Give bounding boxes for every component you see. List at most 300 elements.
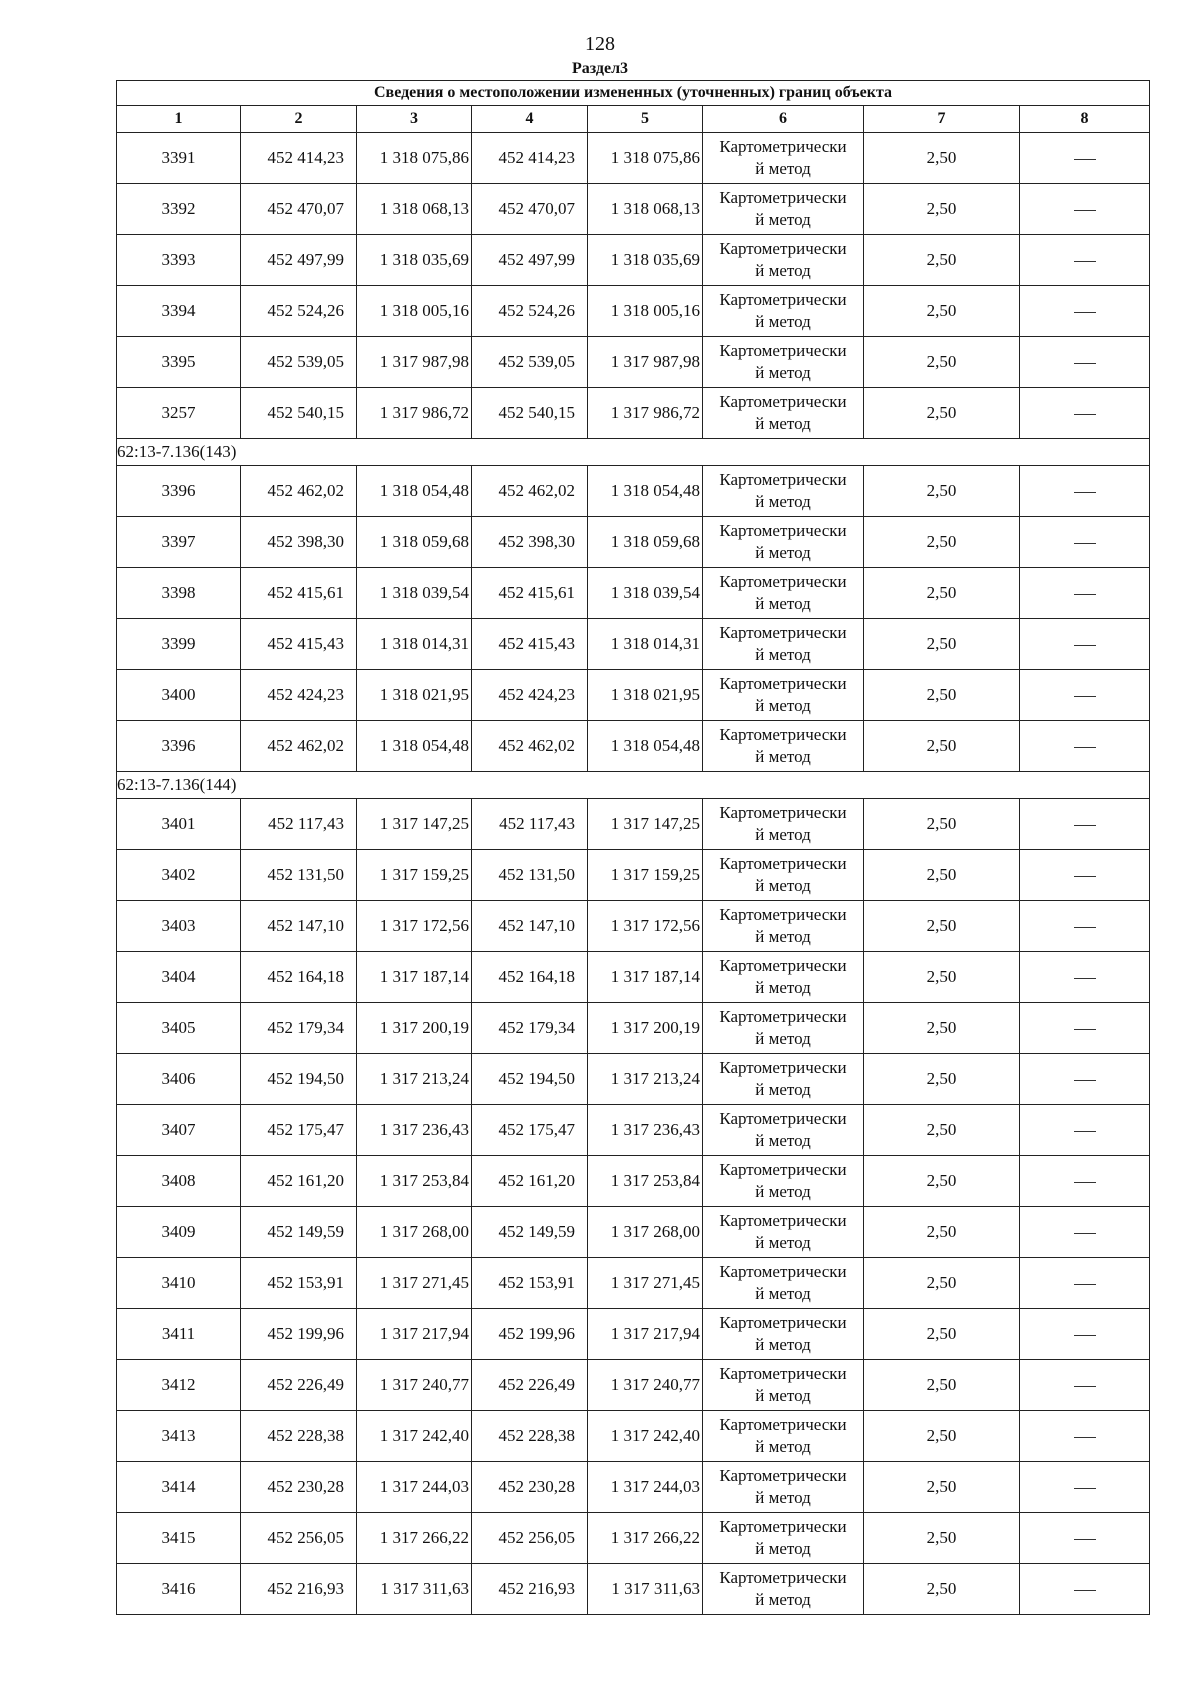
point-number-cell: 3411 bbox=[117, 1309, 241, 1360]
method-text-line: Картометрически bbox=[719, 623, 847, 642]
description-cell bbox=[1020, 133, 1150, 184]
accuracy-cell: 2,50 bbox=[864, 901, 1020, 952]
method-cell bbox=[703, 388, 864, 439]
y-coord-cell: 1 318 039,54 bbox=[588, 568, 703, 619]
point-number-cell: 3392 bbox=[117, 184, 241, 235]
y-coord-cell: 1 317 987,98 bbox=[588, 337, 703, 388]
method-text-line: й метод bbox=[755, 594, 811, 613]
table-row bbox=[117, 952, 1150, 1003]
method-cell bbox=[703, 286, 864, 337]
description-cell bbox=[1020, 850, 1150, 901]
table-row bbox=[117, 1207, 1150, 1258]
section-title: Раздел3 bbox=[571, 60, 629, 77]
y-coord-cell: 1 317 311,63 bbox=[357, 1564, 472, 1615]
y-coord-cell: 1 318 005,16 bbox=[588, 286, 703, 337]
point-number-cell: 3401 bbox=[117, 799, 241, 850]
accuracy-cell: 2,50 bbox=[864, 1207, 1020, 1258]
accuracy-cell: 2,50 bbox=[864, 235, 1020, 286]
dash-mark bbox=[1074, 696, 1096, 697]
dash-mark bbox=[1074, 645, 1096, 646]
accuracy-cell: 2,50 bbox=[864, 568, 1020, 619]
method-cell bbox=[703, 1003, 864, 1054]
point-number-cell: 3393 bbox=[117, 235, 241, 286]
y-coord-cell: 1 317 244,03 bbox=[357, 1462, 472, 1513]
accuracy-cell: 2,50 bbox=[864, 286, 1020, 337]
y-coord-cell: 1 318 054,48 bbox=[357, 721, 472, 772]
y-coord-cell: 1 318 035,69 bbox=[588, 235, 703, 286]
y-coord-cell: 1 317 236,43 bbox=[588, 1105, 703, 1156]
x-coord-cell: 452 131,50 bbox=[472, 850, 588, 901]
page-number: 128 bbox=[585, 33, 615, 55]
method-text-line: Картометрически bbox=[719, 905, 847, 924]
method-cell bbox=[703, 721, 864, 772]
x-coord-cell: 452 164,18 bbox=[472, 952, 588, 1003]
description-cell bbox=[1020, 1003, 1150, 1054]
y-coord-cell: 1 318 075,86 bbox=[588, 133, 703, 184]
description-cell bbox=[1020, 568, 1150, 619]
method-text-line: й метод bbox=[755, 1080, 811, 1099]
y-coord-cell: 1 317 271,45 bbox=[588, 1258, 703, 1309]
method-text-line: Картометрически bbox=[719, 1415, 847, 1434]
point-number-cell: 3402 bbox=[117, 850, 241, 901]
y-coord-cell: 1 318 035,69 bbox=[357, 235, 472, 286]
column-header: 8 bbox=[1020, 106, 1150, 133]
x-coord-cell: 452 131,50 bbox=[241, 850, 357, 901]
x-coord-cell: 452 194,50 bbox=[241, 1054, 357, 1105]
method-cell bbox=[703, 1411, 864, 1462]
accuracy-cell: 2,50 bbox=[864, 1258, 1020, 1309]
method-cell bbox=[703, 799, 864, 850]
x-coord-cell: 452 470,07 bbox=[472, 184, 588, 235]
y-coord-cell: 1 317 172,56 bbox=[588, 901, 703, 952]
method-text-line: Картометрически bbox=[719, 521, 847, 540]
dash-mark bbox=[1074, 492, 1096, 493]
method-cell bbox=[703, 1462, 864, 1513]
y-coord-cell: 1 318 075,86 bbox=[357, 133, 472, 184]
dash-mark bbox=[1074, 1131, 1096, 1132]
table-row bbox=[117, 1309, 1150, 1360]
point-number-cell: 3408 bbox=[117, 1156, 241, 1207]
column-header: 2 bbox=[241, 106, 357, 133]
x-coord-cell: 452 415,61 bbox=[472, 568, 588, 619]
table-row bbox=[117, 850, 1150, 901]
dash-mark bbox=[1074, 747, 1096, 748]
method-cell bbox=[703, 619, 864, 670]
x-coord-cell: 452 179,34 bbox=[241, 1003, 357, 1054]
accuracy-cell: 2,50 bbox=[864, 799, 1020, 850]
x-coord-cell: 452 164,18 bbox=[241, 952, 357, 1003]
y-coord-cell: 1 317 240,77 bbox=[588, 1360, 703, 1411]
x-coord-cell: 452 179,34 bbox=[472, 1003, 588, 1054]
accuracy-cell: 2,50 bbox=[864, 721, 1020, 772]
y-coord-cell: 1 318 054,48 bbox=[588, 721, 703, 772]
table-row bbox=[117, 388, 1150, 439]
description-cell bbox=[1020, 286, 1150, 337]
column-header: 7 bbox=[864, 106, 1020, 133]
method-cell bbox=[703, 670, 864, 721]
method-text-line: й метод bbox=[755, 363, 811, 382]
method-text-line: й метод bbox=[755, 414, 811, 433]
accuracy-cell: 2,50 bbox=[864, 517, 1020, 568]
accuracy-cell: 2,50 bbox=[864, 850, 1020, 901]
accuracy-cell: 2,50 bbox=[864, 1411, 1020, 1462]
point-number-cell: 3407 bbox=[117, 1105, 241, 1156]
y-coord-cell: 1 317 236,43 bbox=[357, 1105, 472, 1156]
table-row bbox=[117, 1054, 1150, 1105]
table-row bbox=[117, 1003, 1150, 1054]
dash-mark bbox=[1074, 1539, 1096, 1540]
x-coord-cell: 452 462,02 bbox=[472, 721, 588, 772]
dash-mark bbox=[1074, 1488, 1096, 1489]
dash-mark bbox=[1074, 594, 1096, 595]
point-number-cell: 3257 bbox=[117, 388, 241, 439]
x-coord-cell: 452 199,96 bbox=[472, 1309, 588, 1360]
coordinates-table bbox=[116, 80, 1150, 1615]
y-coord-cell: 1 317 159,25 bbox=[588, 850, 703, 901]
description-cell bbox=[1020, 517, 1150, 568]
description-cell bbox=[1020, 1564, 1150, 1615]
accuracy-cell: 2,50 bbox=[864, 1309, 1020, 1360]
y-coord-cell: 1 318 059,68 bbox=[588, 517, 703, 568]
method-text-line: й метод bbox=[755, 1233, 811, 1252]
accuracy-cell: 2,50 bbox=[864, 388, 1020, 439]
method-text-line: й метод bbox=[755, 645, 811, 664]
description-cell bbox=[1020, 1462, 1150, 1513]
x-coord-cell: 452 161,20 bbox=[241, 1156, 357, 1207]
x-coord-cell: 452 497,99 bbox=[241, 235, 357, 286]
point-number-cell: 3416 bbox=[117, 1564, 241, 1615]
x-coord-cell: 452 524,26 bbox=[472, 286, 588, 337]
table-row bbox=[117, 286, 1150, 337]
table-caption-row bbox=[117, 81, 1150, 106]
method-text-line: й метод bbox=[755, 1335, 811, 1354]
x-coord-cell: 452 256,05 bbox=[472, 1513, 588, 1564]
point-number-cell: 3399 bbox=[117, 619, 241, 670]
x-coord-cell: 452 228,38 bbox=[472, 1411, 588, 1462]
method-text-line: Картометрически bbox=[719, 188, 847, 207]
description-cell bbox=[1020, 1054, 1150, 1105]
description-cell bbox=[1020, 1309, 1150, 1360]
y-coord-cell: 1 317 147,25 bbox=[588, 799, 703, 850]
method-text-line: й метод bbox=[755, 1488, 811, 1507]
x-coord-cell: 452 117,43 bbox=[241, 799, 357, 850]
point-number-cell: 3413 bbox=[117, 1411, 241, 1462]
x-coord-cell: 452 194,50 bbox=[472, 1054, 588, 1105]
group-row bbox=[117, 772, 1150, 799]
point-number-cell: 3398 bbox=[117, 568, 241, 619]
x-coord-cell: 452 175,47 bbox=[472, 1105, 588, 1156]
table-row bbox=[117, 721, 1150, 772]
accuracy-cell: 2,50 bbox=[864, 1564, 1020, 1615]
y-coord-cell: 1 317 242,40 bbox=[588, 1411, 703, 1462]
method-cell bbox=[703, 235, 864, 286]
point-number-cell: 3415 bbox=[117, 1513, 241, 1564]
method-text-line: Картометрически bbox=[719, 1109, 847, 1128]
method-text-line: й метод bbox=[755, 747, 811, 766]
dash-mark bbox=[1074, 825, 1096, 826]
y-coord-cell: 1 318 021,95 bbox=[588, 670, 703, 721]
table-caption: Сведения о местоположении измененных (уточненных) границ объекта bbox=[117, 81, 1150, 106]
x-coord-cell: 452 147,10 bbox=[241, 901, 357, 952]
method-text-line: й метод bbox=[755, 1590, 811, 1609]
x-coord-cell: 452 216,93 bbox=[241, 1564, 357, 1615]
group-row bbox=[117, 439, 1150, 466]
x-coord-cell: 452 470,07 bbox=[241, 184, 357, 235]
y-coord-cell: 1 317 240,77 bbox=[357, 1360, 472, 1411]
y-coord-cell: 1 317 268,00 bbox=[357, 1207, 472, 1258]
y-coord-cell: 1 317 213,24 bbox=[357, 1054, 472, 1105]
dash-mark bbox=[1074, 1335, 1096, 1336]
method-text-line: й метод bbox=[755, 210, 811, 229]
method-text-line: Картометрически bbox=[719, 290, 847, 309]
description-cell bbox=[1020, 466, 1150, 517]
x-coord-cell: 452 415,43 bbox=[472, 619, 588, 670]
method-text-line: й метод bbox=[755, 492, 811, 511]
y-coord-cell: 1 317 253,84 bbox=[588, 1156, 703, 1207]
y-coord-cell: 1 317 311,63 bbox=[588, 1564, 703, 1615]
x-coord-cell: 452 228,38 bbox=[241, 1411, 357, 1462]
y-coord-cell: 1 318 068,13 bbox=[357, 184, 472, 235]
method-text-line: Картометрически bbox=[719, 239, 847, 258]
method-text-line: й метод bbox=[755, 1182, 811, 1201]
x-coord-cell: 452 398,30 bbox=[241, 517, 357, 568]
method-text-line: Картометрически bbox=[719, 854, 847, 873]
y-coord-cell: 1 318 021,95 bbox=[357, 670, 472, 721]
method-text-line: й метод bbox=[755, 543, 811, 562]
dash-mark bbox=[1074, 1590, 1096, 1591]
table-row bbox=[117, 517, 1150, 568]
table-row bbox=[117, 619, 1150, 670]
x-coord-cell: 452 226,49 bbox=[472, 1360, 588, 1411]
dash-mark bbox=[1074, 414, 1096, 415]
table-row bbox=[117, 1513, 1150, 1564]
column-header: 5 bbox=[588, 106, 703, 133]
point-number-cell: 3412 bbox=[117, 1360, 241, 1411]
accuracy-cell: 2,50 bbox=[864, 1360, 1020, 1411]
method-cell bbox=[703, 1564, 864, 1615]
y-coord-cell: 1 317 242,40 bbox=[357, 1411, 472, 1462]
description-cell bbox=[1020, 619, 1150, 670]
method-cell bbox=[703, 1156, 864, 1207]
y-coord-cell: 1 318 014,31 bbox=[588, 619, 703, 670]
column-header: 1 bbox=[117, 106, 241, 133]
y-coord-cell: 1 317 217,94 bbox=[588, 1309, 703, 1360]
dash-mark bbox=[1074, 978, 1096, 979]
accuracy-cell: 2,50 bbox=[864, 1105, 1020, 1156]
method-text-line: Картометрически bbox=[719, 1364, 847, 1383]
accuracy-cell: 2,50 bbox=[864, 466, 1020, 517]
table-body bbox=[117, 133, 1150, 1615]
column-header: 6 bbox=[703, 106, 864, 133]
x-coord-cell: 452 149,59 bbox=[472, 1207, 588, 1258]
description-cell bbox=[1020, 670, 1150, 721]
method-cell bbox=[703, 901, 864, 952]
point-number-cell: 3396 bbox=[117, 466, 241, 517]
y-coord-cell: 1 317 172,56 bbox=[357, 901, 472, 952]
description-cell bbox=[1020, 952, 1150, 1003]
method-text-line: Картометрически bbox=[719, 1211, 847, 1230]
group-label: 62:13-7.136(144) bbox=[117, 772, 1150, 799]
table-row bbox=[117, 1258, 1150, 1309]
x-coord-cell: 452 462,02 bbox=[241, 721, 357, 772]
accuracy-cell: 2,50 bbox=[864, 1156, 1020, 1207]
method-text-line: Картометрически bbox=[719, 956, 847, 975]
method-cell bbox=[703, 952, 864, 1003]
description-cell bbox=[1020, 799, 1150, 850]
y-coord-cell: 1 317 986,72 bbox=[357, 388, 472, 439]
method-text-line: й метод bbox=[755, 927, 811, 946]
dash-mark bbox=[1074, 876, 1096, 877]
accuracy-cell: 2,50 bbox=[864, 184, 1020, 235]
table-row bbox=[117, 337, 1150, 388]
method-cell bbox=[703, 1258, 864, 1309]
accuracy-cell: 2,50 bbox=[864, 1003, 1020, 1054]
method-cell bbox=[703, 1105, 864, 1156]
description-cell bbox=[1020, 337, 1150, 388]
x-coord-cell: 452 462,02 bbox=[472, 466, 588, 517]
method-text-line: Картометрически bbox=[719, 392, 847, 411]
method-text-line: Картометрически bbox=[719, 674, 847, 693]
method-text-line: Картометрически bbox=[719, 1568, 847, 1587]
x-coord-cell: 452 149,59 bbox=[241, 1207, 357, 1258]
dash-mark bbox=[1074, 1233, 1096, 1234]
dash-mark bbox=[1074, 1029, 1096, 1030]
y-coord-cell: 1 317 268,00 bbox=[588, 1207, 703, 1258]
x-coord-cell: 452 539,05 bbox=[472, 337, 588, 388]
x-coord-cell: 452 414,23 bbox=[472, 133, 588, 184]
x-coord-cell: 452 540,15 bbox=[241, 388, 357, 439]
table-row bbox=[117, 235, 1150, 286]
y-coord-cell: 1 317 271,45 bbox=[357, 1258, 472, 1309]
table-row bbox=[117, 1156, 1150, 1207]
accuracy-cell: 2,50 bbox=[864, 952, 1020, 1003]
method-text-line: й метод bbox=[755, 1386, 811, 1405]
y-coord-cell: 1 317 266,22 bbox=[357, 1513, 472, 1564]
method-cell bbox=[703, 568, 864, 619]
dash-mark bbox=[1074, 1182, 1096, 1183]
x-coord-cell: 452 175,47 bbox=[241, 1105, 357, 1156]
method-text-line: й метод bbox=[755, 825, 811, 844]
method-text-line: Картометрически bbox=[719, 572, 847, 591]
y-coord-cell: 1 317 200,19 bbox=[357, 1003, 472, 1054]
table-row bbox=[117, 901, 1150, 952]
x-coord-cell: 452 199,96 bbox=[241, 1309, 357, 1360]
description-cell bbox=[1020, 1258, 1150, 1309]
x-coord-cell: 452 226,49 bbox=[241, 1360, 357, 1411]
x-coord-cell: 452 540,15 bbox=[472, 388, 588, 439]
point-number-cell: 3409 bbox=[117, 1207, 241, 1258]
description-cell bbox=[1020, 388, 1150, 439]
column-header: 3 bbox=[357, 106, 472, 133]
x-coord-cell: 452 153,91 bbox=[241, 1258, 357, 1309]
table-row bbox=[117, 184, 1150, 235]
y-coord-cell: 1 317 253,84 bbox=[357, 1156, 472, 1207]
y-coord-cell: 1 318 068,13 bbox=[588, 184, 703, 235]
x-coord-cell: 452 539,05 bbox=[241, 337, 357, 388]
group-label: 62:13-7.136(143) bbox=[117, 439, 1150, 466]
point-number-cell: 3404 bbox=[117, 952, 241, 1003]
point-number-cell: 3406 bbox=[117, 1054, 241, 1105]
y-coord-cell: 1 318 054,48 bbox=[357, 466, 472, 517]
y-coord-cell: 1 317 147,25 bbox=[357, 799, 472, 850]
y-coord-cell: 1 317 187,14 bbox=[588, 952, 703, 1003]
y-coord-cell: 1 317 187,14 bbox=[357, 952, 472, 1003]
dash-mark bbox=[1074, 159, 1096, 160]
method-cell bbox=[703, 466, 864, 517]
y-coord-cell: 1 317 159,25 bbox=[357, 850, 472, 901]
dash-mark bbox=[1074, 363, 1096, 364]
method-cell bbox=[703, 1513, 864, 1564]
x-coord-cell: 452 153,91 bbox=[472, 1258, 588, 1309]
method-cell bbox=[703, 1207, 864, 1258]
method-cell bbox=[703, 1309, 864, 1360]
description-cell bbox=[1020, 1513, 1150, 1564]
method-text-line: Картометрически bbox=[719, 1517, 847, 1536]
point-number-cell: 3403 bbox=[117, 901, 241, 952]
method-cell bbox=[703, 133, 864, 184]
y-coord-cell: 1 318 039,54 bbox=[357, 568, 472, 619]
x-coord-cell: 452 424,23 bbox=[241, 670, 357, 721]
x-coord-cell: 452 462,02 bbox=[241, 466, 357, 517]
method-text-line: й метод bbox=[755, 312, 811, 331]
dash-mark bbox=[1074, 543, 1096, 544]
table-row bbox=[117, 1564, 1150, 1615]
description-cell bbox=[1020, 1105, 1150, 1156]
x-coord-cell: 452 230,28 bbox=[472, 1462, 588, 1513]
method-cell bbox=[703, 850, 864, 901]
method-text-line: Картометрически bbox=[719, 725, 847, 744]
y-coord-cell: 1 318 005,16 bbox=[357, 286, 472, 337]
method-text-line: Картометрически bbox=[719, 1160, 847, 1179]
x-coord-cell: 452 230,28 bbox=[241, 1462, 357, 1513]
method-text-line: й метод bbox=[755, 1539, 811, 1558]
dash-mark bbox=[1074, 1080, 1096, 1081]
method-text-line: й метод bbox=[755, 1029, 811, 1048]
x-coord-cell: 452 415,61 bbox=[241, 568, 357, 619]
x-coord-cell: 452 524,26 bbox=[241, 286, 357, 337]
table-row bbox=[117, 1105, 1150, 1156]
x-coord-cell: 452 415,43 bbox=[241, 619, 357, 670]
table-row bbox=[117, 133, 1150, 184]
method-text-line: Картометрически bbox=[719, 1313, 847, 1332]
method-text-line: й метод bbox=[755, 876, 811, 895]
dash-mark bbox=[1074, 210, 1096, 211]
method-text-line: Картометрически bbox=[719, 1058, 847, 1077]
method-text-line: й метод bbox=[755, 696, 811, 715]
accuracy-cell: 2,50 bbox=[864, 337, 1020, 388]
method-text-line: Картометрически bbox=[719, 1466, 847, 1485]
y-coord-cell: 1 317 986,72 bbox=[588, 388, 703, 439]
accuracy-cell: 2,50 bbox=[864, 670, 1020, 721]
method-cell bbox=[703, 517, 864, 568]
point-number-cell: 3397 bbox=[117, 517, 241, 568]
y-coord-cell: 1 317 217,94 bbox=[357, 1309, 472, 1360]
accuracy-cell: 2,50 bbox=[864, 1054, 1020, 1105]
table-row bbox=[117, 670, 1150, 721]
description-cell bbox=[1020, 235, 1150, 286]
dash-mark bbox=[1074, 1284, 1096, 1285]
y-coord-cell: 1 317 200,19 bbox=[588, 1003, 703, 1054]
table-row bbox=[117, 1360, 1150, 1411]
description-cell bbox=[1020, 1411, 1150, 1462]
description-cell bbox=[1020, 1207, 1150, 1258]
accuracy-cell: 2,50 bbox=[864, 1513, 1020, 1564]
column-header-row bbox=[117, 106, 1150, 133]
method-text-line: й метод bbox=[755, 978, 811, 997]
point-number-cell: 3395 bbox=[117, 337, 241, 388]
description-cell bbox=[1020, 184, 1150, 235]
y-coord-cell: 1 317 266,22 bbox=[588, 1513, 703, 1564]
